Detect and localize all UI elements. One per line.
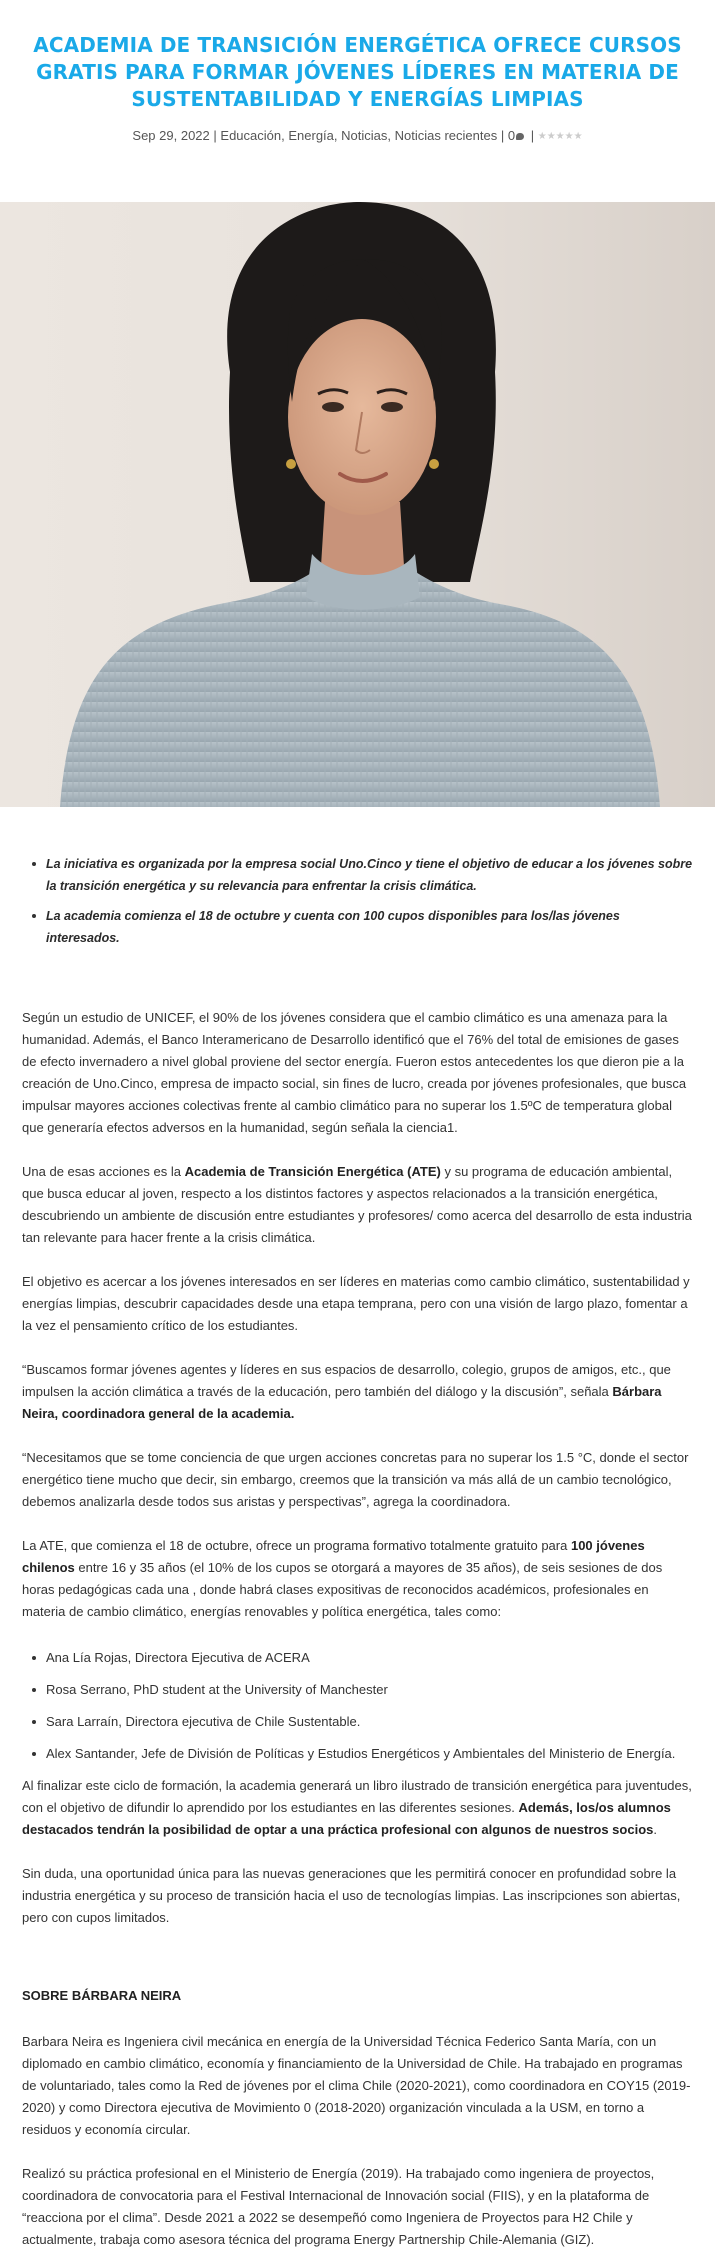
meta-separator: | bbox=[213, 128, 217, 143]
meta-separator: | bbox=[530, 128, 535, 143]
about-paragraph-2: Realizó su práctica profesional en el Ministerio de Energía (2019). Ha trabajado como ingeniera de proyectos, coordinadora de convocatoria para el Festival Internacional de Innovación social (FIIS), y en la plataforma de “reacciona por el clima”. Desde 2021 a 2022 se desempeñó como Ingeniera de Proyectos para H2 Chile y actualmente, trabaja como asesora técnica del programa Energy Partnership Chile-Alemania (GIZ). bbox=[22, 2165, 655, 2247]
ate-name: Academia de Transición Energética (ATE) bbox=[184, 1163, 441, 1179]
category-link-educacion[interactable]: Educación bbox=[220, 128, 282, 143]
list-item: Alex Santander, Jefe de División de Políticas y Estudios Energéticos y Ambientales del Ministerio de Energía. bbox=[36, 1743, 693, 1765]
about-paragraph-1: Barbara Neira es Ingeniera civil mecánica en energía de la Universidad Técnica Federico Santa María, con un diplomado en cambio climático, economía y financiamiento de la Universidad de Chile. Ha trabajado en programas de voluntariado, tales como la Red de jóvenes por el clima Chile (2020-2021), como coordinadora en COY15 (2019-2020) y como Directora ejecutiva de Movimiento 0 (2018-2020) organización vinculada a la USM, en torno a residuos y economía circular. bbox=[22, 2033, 691, 2137]
paragraph-3: El objetivo es acercar a los jóvenes interesados en ser líderes en materias como cambio climático, sustentabilidad y energías limpias, descubrir capacidades desde una etapa temprana, pero con una visión de largo plazo, fomentar a la vez el pensamiento crítico de los estudiantes. bbox=[22, 1273, 690, 1333]
paragraph-6: La ATE, que comienza el 18 de octubre, ofrece un programa formativo totalmente gratuito para 100 jóvenes chilenos entre 16 y 35 años (el 10% de los cupos se otorgará a mayores de 35 años), de seis sesiones de dos horas pedagógicas cada una , donde habrá clases expositivas de reconocidos académicos, profesionales en materia de cambio climático, energías renovables y política energética, tales como: bbox=[22, 1537, 663, 1619]
highlights-list bbox=[22, 853, 693, 949]
list-item: La iniciativa es organizada por la empresa social Uno.Cinco y tiene el objetivo de educar a los jóvenes sobre la transición energética y su relevancia para enfrentar la crisis climática. bbox=[36, 853, 693, 897]
list-item: Ana Lía Rojas, Directora Ejecutiva de ACERA bbox=[36, 1647, 693, 1669]
article-content bbox=[0, 807, 715, 2251]
comment-bubble-icon bbox=[516, 133, 524, 140]
article-title: ACADEMIA DE TRANSICIÓN ENERGÉTICA OFRECE CURSOS GRATIS PARA FORMAR JÓVENES LÍDERES EN MATERIA DE SUSTENTABILIDAD Y ENERGÍAS LIMPIAS bbox=[33, 33, 682, 111]
post-date: Sep 29, 2022 bbox=[132, 128, 210, 143]
category-link-noticias[interactable]: Noticias bbox=[341, 128, 388, 143]
speakers-list bbox=[22, 1647, 693, 1765]
list-item: Sara Larraín, Directora ejecutiva de Chile Sustentable. bbox=[36, 1711, 693, 1733]
list-item: La academia comienza el 18 de octubre y cuenta con 100 cupos disponibles para los/las jóvenes interesados. bbox=[36, 905, 693, 949]
coordinator-name: Bárbara Neira, coordinadora general de la academia. bbox=[22, 1383, 662, 1421]
paragraph-5: “Necesitamos que se tome conciencia de que urgen acciones concretas para no superar los 1.5 °C, donde el sector energético tiene mucho que decir, sin embargo, creemos que la transición va más allá de un cambio tecnológico, debemos analizarla desde todos sus aristas y perspectivas”, agrega la coordinadora. bbox=[22, 1449, 689, 1509]
comments-link[interactable] bbox=[508, 128, 527, 143]
internship-highlight: Además, los/os alumnos destacados tendrán la posibilidad de optar a una práctica profesional con algunos de nuestros socios bbox=[22, 1799, 671, 1837]
category-link-energia[interactable]: Energía bbox=[288, 128, 334, 143]
about-section-title: SOBRE BÁRBARA NEIRA bbox=[22, 1987, 182, 2003]
list-item: Rosa Serrano, PhD student at the University of Manchester bbox=[36, 1679, 693, 1701]
featured-image bbox=[0, 202, 715, 807]
comments-count: 0 bbox=[507, 128, 516, 143]
article-header bbox=[0, 0, 715, 146]
paragraph-7: Al finalizar este ciclo de formación, la academia generará un libro ilustrado de transición energética para juventudes, con el objetivo de difundir lo aprendido por los estudiantes en las diferentes sesiones. Además, los/os alumnos destacados tendrán la posibilidad de optar a una práctica profesional con algunos de nuestros socios. bbox=[22, 1777, 692, 1837]
paragraph-2: Una de esas acciones es la Academia de Transición Energética (ATE) y su programa de educación ambiental, que busca educar al joven, respecto a los distintos factores y aspectos relacionados a la transición energética, descubriendo un ambiente de discusión entre estudiantes y profesores/ como acerca del desarrollo de esta industria tan relevante para hacer frente a la crisis climática. bbox=[22, 1163, 692, 1245]
star-rating-icon[interactable]: ★★★★★ bbox=[537, 130, 583, 142]
paragraph-1: Según un estudio de UNICEF, el 90% de los jóvenes considera que el cambio climático es una amenaza para la humanidad. Además, el Banco Interamericano de Desarrollo identificó que el 76% del total de emisiones de gases de efecto invernadero a nivel global proviene del sector energía. Fueron estos antecedentes los que dieron pie a la creación de Uno.Cinco, empresa de impacto social, sin fines de lucro, creada por jóvenes profesionales, que busca impulsar mayores acciones colectivas frente al cambio climático para no superar los 1.5ºC de temperatura global que generaría efectos adversos en la humanidad, según señala la ciencia1. bbox=[22, 1009, 687, 1135]
paragraph-8: Sin duda, una oportunidad única para las nuevas generaciones que les permitirá conocer en profundidad sobre la industria energética y su proceso de transición hacia el uso de tecnologías limpias. Las inscripciones son abiertas, pero con cupos limitados. bbox=[22, 1865, 681, 1925]
meta-separator: | bbox=[500, 128, 505, 143]
woman-portrait-image bbox=[0, 202, 715, 807]
category-link-noticias-recientes[interactable]: Noticias recientes bbox=[394, 128, 498, 143]
participants-count: 100 jóvenes chilenos bbox=[22, 1537, 645, 1575]
paragraph-4: “Buscamos formar jóvenes agentes y líderes en sus espacios de desarrollo, colegio, grupos de amigos, etc., que impulsen la acción climática a través de la educación, pero también del diálogo y la discusión”, señala Bárbara Neira, coordinadora general de la academia. bbox=[22, 1361, 671, 1421]
post-meta: Sep 29, 2022 | Educación, Energía, Noticias, Noticias recientes | 0 | ★★★★★ bbox=[28, 127, 687, 146]
